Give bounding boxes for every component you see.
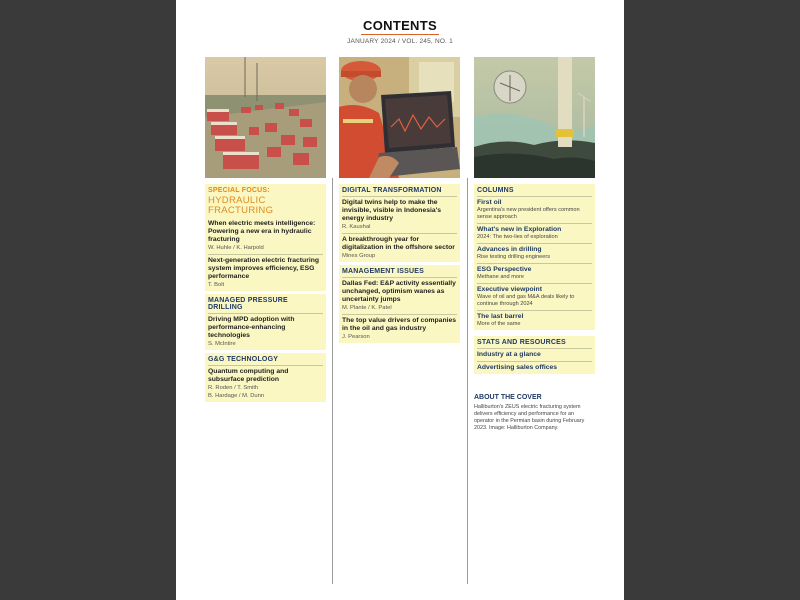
- wind-turbine-photo: [474, 57, 595, 178]
- list-item[interactable]: [477, 199, 592, 221]
- column-title[interactable]: Advances in drilling: [477, 246, 542, 253]
- article-title[interactable]: Dallas Fed: E&P activity essentially unchanged, optimism wanes as uncertainty jumps: [342, 280, 456, 303]
- columns-section: [474, 184, 595, 330]
- section-heading: DIGITAL TRANSFORMATION: [342, 187, 442, 194]
- divider: [342, 277, 457, 278]
- list-item[interactable]: [342, 317, 457, 341]
- column-subtitle: Wave of oil and gas M&A deals likely to continue through 2024: [477, 294, 575, 307]
- article-author-2: B. Hardage / M. Dunn: [208, 393, 265, 399]
- divider: [342, 314, 457, 315]
- list-item[interactable]: [477, 226, 592, 241]
- column-title[interactable]: The last barrel: [477, 313, 524, 320]
- list-item[interactable]: [342, 280, 457, 312]
- gg-section: [205, 353, 326, 402]
- column-divider: [332, 178, 333, 584]
- article-author: T. Bolt: [208, 282, 225, 288]
- divider: [477, 196, 592, 197]
- column-title[interactable]: What's new in Exploration: [477, 226, 562, 233]
- divider: [477, 348, 592, 349]
- engineer-laptop-photo: [339, 57, 460, 178]
- column-subtitle: More of the same: [477, 321, 521, 327]
- divider: [477, 263, 592, 264]
- stats-section: [474, 336, 595, 374]
- stats-item[interactable]: Industry at a glance: [477, 351, 541, 358]
- list-item[interactable]: [477, 313, 592, 328]
- column-title[interactable]: Executive viewpoint: [477, 286, 542, 293]
- column-subtitle: Methane and more: [477, 274, 524, 280]
- column-title[interactable]: ESG Perspective: [477, 266, 532, 273]
- mpd-section: [205, 294, 326, 350]
- divider: [477, 243, 592, 244]
- special-focus-label: SPECIAL FOCUS:: [208, 187, 270, 194]
- section-heading: G&G TECHNOLOGY: [208, 356, 279, 363]
- about-cover-heading: ABOUT THE COVER: [474, 394, 542, 401]
- magazine-page: [176, 0, 624, 600]
- issue-line: JANUARY 2024 / VOL. 245, NO. 1: [347, 38, 453, 45]
- article-title[interactable]: A breakthrough year for digitalization in the offshore sector: [342, 236, 455, 251]
- frac-site-photo: [205, 57, 326, 178]
- article-author: Mines Group: [342, 253, 376, 259]
- section-heading: STATS AND RESOURCES: [477, 339, 566, 346]
- list-item[interactable]: [342, 236, 457, 260]
- wind-turbine-image: [474, 57, 595, 178]
- list-item[interactable]: [208, 220, 323, 252]
- title-underline: [361, 34, 439, 35]
- divider: [477, 361, 592, 362]
- article-title[interactable]: Quantum computing and subsurface prediction: [208, 368, 289, 383]
- divider: [477, 310, 592, 311]
- divider: [342, 233, 457, 234]
- article-title[interactable]: When electric meets intelligence: Powering a new era in hydraulic fracturing: [208, 220, 316, 243]
- article-author: R. Kaushal: [342, 224, 371, 230]
- article-author: W. Huhle / K. Harpold: [208, 245, 264, 251]
- list-item[interactable]: [477, 286, 592, 308]
- column-3: [474, 57, 595, 432]
- article-title[interactable]: Driving MPD adoption with performance-enhancing technologies: [208, 316, 295, 339]
- section-heading: COLUMNS: [477, 187, 514, 194]
- article-author: J. Pearson: [342, 334, 370, 340]
- section-heading: MANAGEMENT ISSUES: [342, 268, 424, 275]
- divider: [208, 365, 323, 366]
- stats-item[interactable]: Advertising sales offices: [477, 364, 558, 371]
- article-author: M. Plante / K. Patel: [342, 305, 392, 311]
- list-item[interactable]: [477, 266, 592, 281]
- article-author: R. Roden / T. Smith: [208, 385, 259, 391]
- column-1: [205, 57, 326, 405]
- column-title[interactable]: First oil: [477, 199, 502, 206]
- section-heading: MANAGED PRESSURE DRILLING: [208, 297, 288, 311]
- management-issues-section: [339, 265, 460, 343]
- column-subtitle: 2024: The two-lies of exploration: [477, 234, 558, 240]
- article-author: S. McIntire: [208, 341, 236, 347]
- column-subtitle: Argentina's new president offers common sense approach: [477, 207, 580, 220]
- list-item[interactable]: [208, 257, 323, 289]
- page-title: CONTENTS: [363, 18, 437, 33]
- divider: [208, 313, 323, 314]
- column-subtitle: Rise testing drilling engineers: [477, 254, 551, 260]
- frac-site-image: [205, 57, 326, 178]
- list-item[interactable]: [477, 246, 592, 261]
- engineer-laptop-image: [339, 57, 460, 178]
- article-title[interactable]: Next-generation electric fracturing system improves efficiency, ESG performance: [208, 257, 320, 280]
- divider: [208, 254, 323, 255]
- digital-transformation-section: [339, 184, 460, 262]
- about-cover-text: Halliburton's ZEUS electric fracturing system delivers efficiency and performance for an operator in the Permian basin during February 2023. Image: Halliburton Company.: [474, 404, 585, 431]
- column-divider: [467, 178, 468, 584]
- column-2: [339, 57, 460, 346]
- article-title[interactable]: The top value drivers of companies in the oil and gas industry: [342, 317, 457, 332]
- special-focus-title: HYDRAULIC FRACTURING: [208, 195, 274, 216]
- list-item[interactable]: [208, 316, 323, 348]
- list-item[interactable]: [342, 199, 457, 231]
- divider: [477, 223, 592, 224]
- list-item[interactable]: [208, 368, 323, 400]
- special-focus-section: [205, 184, 326, 291]
- divider: [342, 196, 457, 197]
- article-title[interactable]: Digital twins help to make the invisible, visible in Indonesia's energy industry: [342, 199, 442, 222]
- divider: [477, 283, 592, 284]
